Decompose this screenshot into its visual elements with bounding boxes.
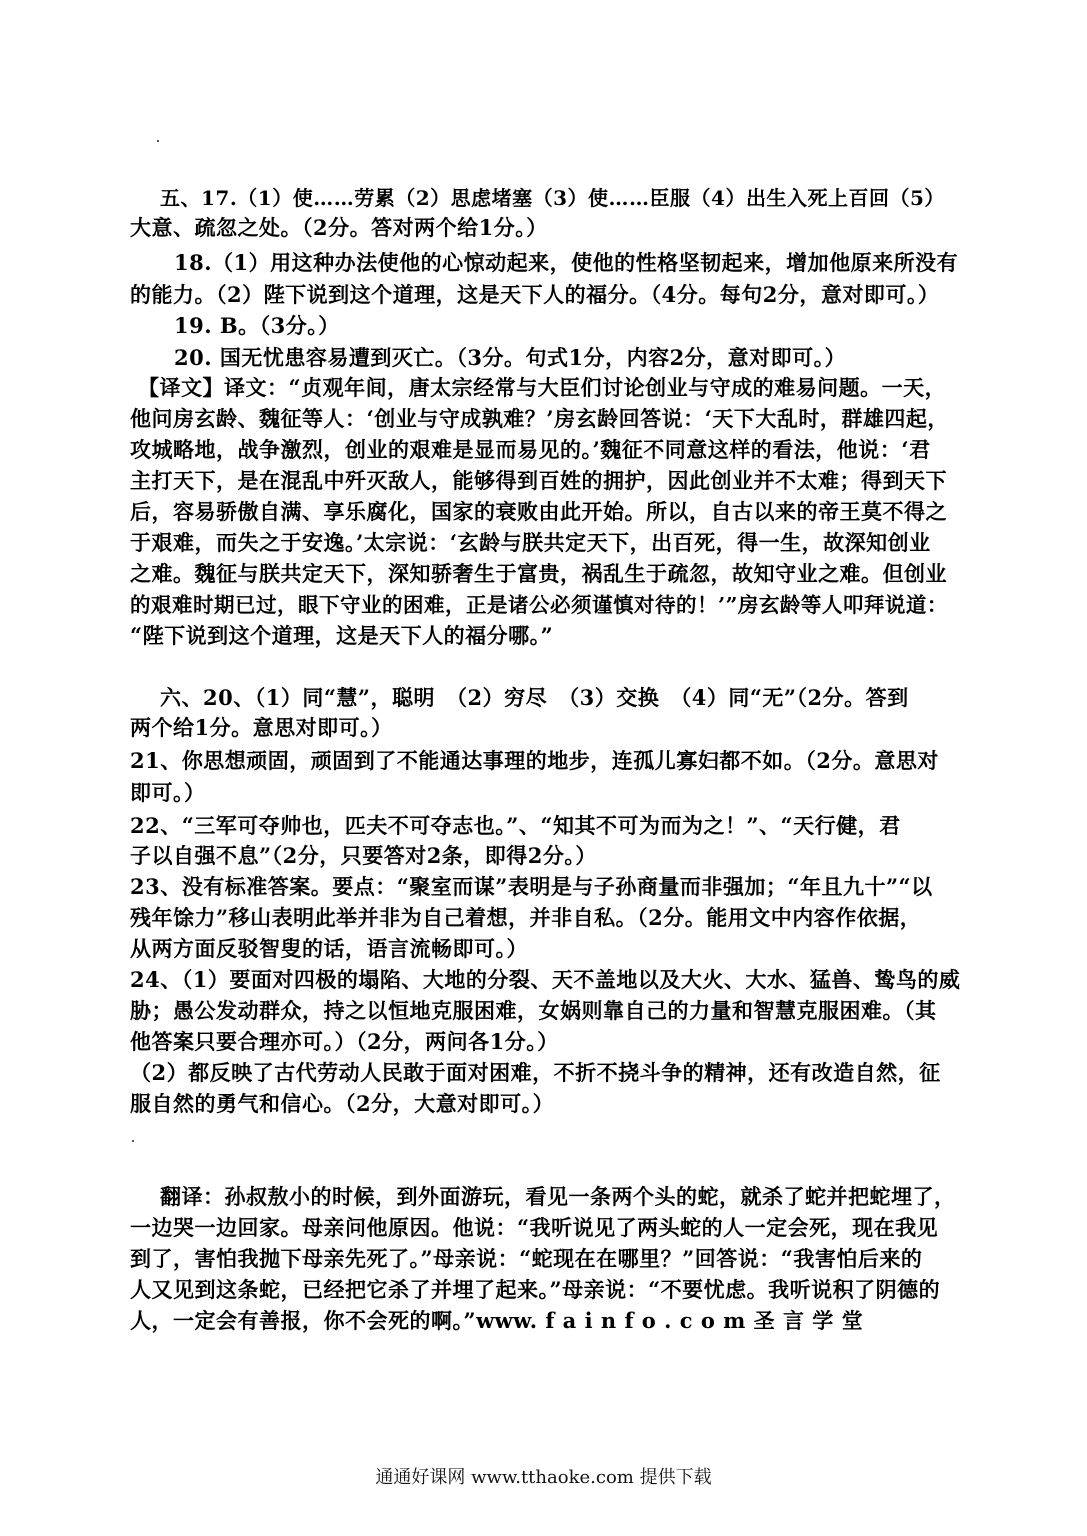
answer-line: 他答案只要合理亦可。）（2分，两问各1分。）	[130, 1029, 559, 1054]
translation-line: “陛下说到这个道理，这是天下人的福分哪。”	[130, 623, 554, 648]
translation-line: 主打天下，是在混乱中歼灭敌人，能够得到百姓的拥护，因此创业并不太难；得到天下	[130, 468, 947, 493]
answer-line: 18.（1）用这种办法使他的心惊动起来，使他的性格坚韧起来，增加他原来所没有	[174, 250, 959, 275]
answer-line: 胁；愚公发动群众，持之以恒地克服困难，女娲则靠自己的力量和智慧克服困难。（其	[130, 998, 937, 1023]
answer-line: 服自然的勇气和信心。（2分，大意对即可。）	[130, 1091, 555, 1116]
answer-line: 19. B。（3分。）	[174, 313, 340, 338]
answer-line: 大意、疏忽之处。（2分。答对两个给1分。）	[130, 215, 548, 240]
translation-line: 【译文】译文：“贞观年间，唐太宗经常与大臣们讨论创业与守成的难易问题。一天，	[138, 375, 947, 400]
scan-speck	[157, 140, 159, 142]
scan-speck	[132, 1140, 134, 1142]
answer-line: 的能力。（2）陛下说到这个道理，这是天下人的福分。（4分。每句2分，意对即可。）	[130, 282, 940, 307]
answer-line: 从两方面反驳智叟的话，语言流畅即可。）	[130, 936, 528, 961]
translation-line: 的艰难时期已过，眼下守业的困难，正是诸公必须谨慎对待的！’”房玄龄等人叩拜说道：	[130, 593, 948, 617]
translation-line: 一边哭一边回家。母亲问他原因。他说：“我听说见了两头蛇的人一定会死，现在我见	[130, 1215, 939, 1240]
answer-line: 23、没有标准答案。要点：“聚室而谋”表明是与子孙商量而非强加；“年且九十”“以	[130, 874, 933, 899]
answer-line: 残年馀力”移山表明此举并非为自己着想，并非自私。（2分。能用文中内容作依据，	[130, 905, 922, 930]
translation-line: 他问房玄龄、魏征等人：‘创业与守成孰难？’房玄龄回答说：‘天下大乱时，群雄四起，	[130, 406, 949, 431]
answer-line: 20. 国无忧患容易遭到灭亡。（3分。句式1分，内容2分，意对即可。）	[174, 345, 847, 370]
answer-line: 五、17.（1）使……劳累（2）思虑堵塞（3）使……臣服（4）出生入死上百回（5）	[160, 186, 945, 210]
answer-line: 两个给1分。意思对即可。）	[130, 715, 393, 740]
translation-line: 人，一定会有善报，你不会死的啊。”www. f a i n f o . c o m 圣 言 学 堂	[130, 1308, 864, 1333]
answer-line: 21、你思想顽固，顽固到了不能通达事理的地步，连孤儿寡妇都不如。（2分。意思对	[130, 748, 939, 773]
translation-line: 到了，害怕我抛下母亲先死了。”母亲说：“蛇现在在哪里？”回答说：“我害怕后来的	[130, 1246, 923, 1271]
footer-text: 通通好课网 www.tthaoke.com 提供下载	[375, 1467, 712, 1488]
translation-line: 后，容易骄傲自满、享乐腐化，国家的衰败由此开始。所以，自古以来的帝王莫不得之	[130, 499, 947, 524]
translation-line: 攻城略地，战争激烈，创业的艰难是显而易见的。’魏征不同意这样的看法，他说：‘君	[130, 437, 931, 462]
translation-line: 人又见到这条蛇，已经把它杀了并埋了起来。”母亲说：“不要忧虑。我听说积了阴德的	[130, 1277, 941, 1302]
answer-line: 即可。）	[130, 780, 206, 805]
translation-line: 翻译：孙叔敖小的时候，到外面游玩，看见一条两个头的蛇，就杀了蛇并把蛇埋了，	[160, 1184, 956, 1209]
answer-line: 22、“三军可夺帅也，匹夫不可夺志也。”、“知其不可为而为之！”、“天行健，君	[130, 813, 901, 838]
answer-line: （2）都反映了古代劳动人民敢于面对困难，不折不挠斗争的精神，还有改造自然，征	[130, 1060, 941, 1085]
answer-line: 24、（1）要面对四极的塌陷、大地的分裂、天不盖地以及大火、大水、猛兽、鸷鸟的威	[130, 967, 960, 992]
translation-line: 于艰难，而失之于安逸。’太宗说：‘玄龄与朕共定天下，出百死，得一生，故深知创业	[130, 530, 931, 555]
answer-line: 六、20、（1）同“慧”，聪明 （2）穷尽 （3）交换 （4）同“无”（2分。答到	[160, 685, 909, 710]
answer-line: 子以自强不息”（2分，只要答对2条，即得2分。）	[130, 843, 597, 868]
translation-line: 之难。魏征与朕共定天下，深知骄奢生于富贵，祸乱生于疏忽，故知守业之难。但创业	[130, 561, 947, 586]
